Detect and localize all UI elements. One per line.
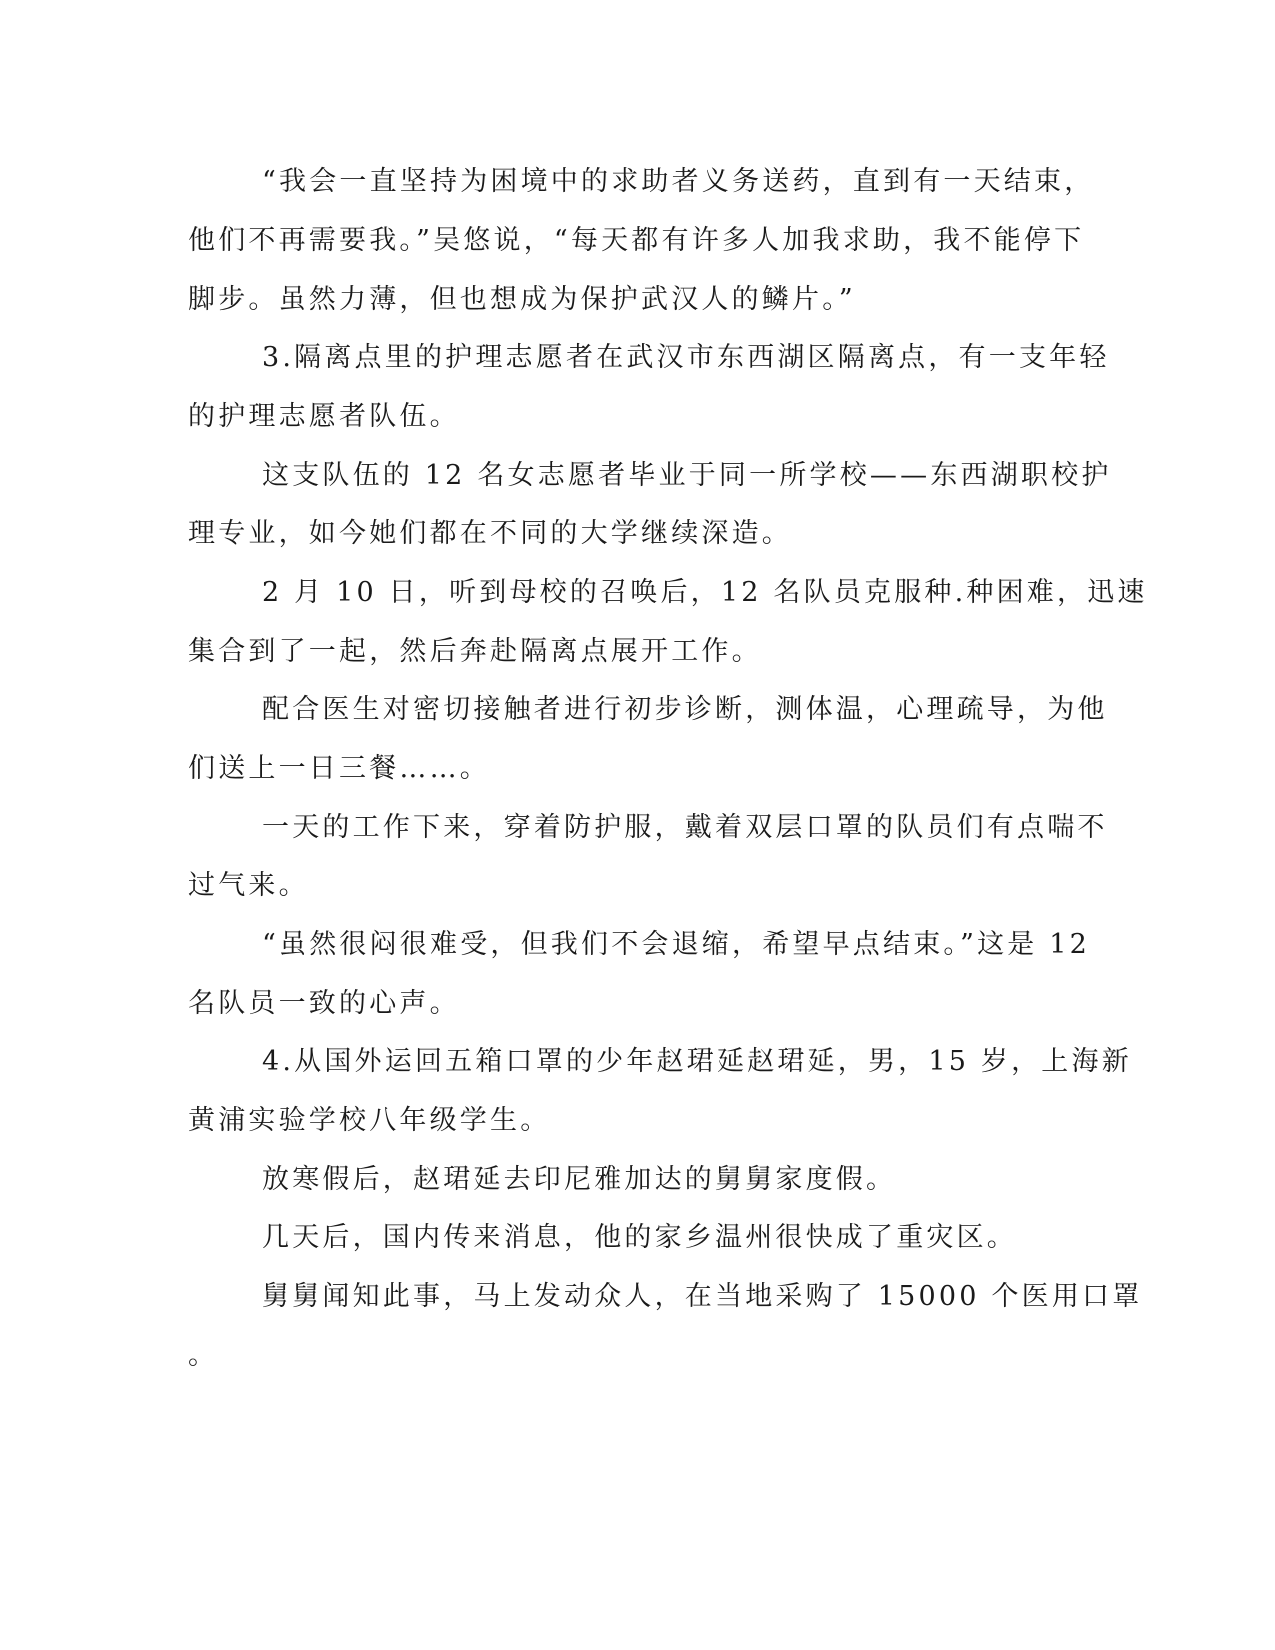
text-line: 4.从国外运回五箱口罩的少年赵珺延赵珺延，男，15 岁，上海新 — [262, 1046, 1132, 1077]
text-line: 集合到了一起，然后奔赴隔离点展开工作。 — [188, 636, 762, 667]
text-line: 放寒假后，赵珺延去印尼雅加达的舅舅家度假。 — [262, 1164, 897, 1195]
text-line: 2 月 10 日，听到母校的召唤后，12 名队员克服种.种困难，迅速 — [262, 577, 1148, 608]
text-line: 黄浦实验学校八年级学生。 — [188, 1105, 551, 1136]
text-line: 们送上一日三餐……。 — [188, 753, 490, 784]
text-line: 脚步。虽然力薄，但也想成为保护武汉人的鳞片。” — [188, 284, 856, 315]
text-line: 几天后，国内传来消息，他的家乡温州很快成了重灾区。 — [262, 1222, 1017, 1253]
text-line: 过气来。 — [188, 870, 309, 901]
text-line: 3.隔离点里的护理志愿者在武汉市东西湖区隔离点，有一支年轻 — [262, 342, 1110, 373]
text-line: 的护理志愿者队伍。 — [188, 401, 460, 432]
text-line: 这支队伍的 12 名女志愿者毕业于同一所学校——东西湖职校护 — [262, 460, 1112, 491]
text-line: 理专业，如今她们都在不同的大学继续深造。 — [188, 518, 792, 549]
text-line: 。 — [188, 1340, 219, 1371]
text-line: 一天的工作下来，穿着防护服，戴着双层口罩的队员们有点喘不 — [262, 812, 1108, 843]
text-line: “虽然很闷很难受，但我们不会退缩，希望早点结束。”这是 12 — [262, 929, 1091, 960]
text-line: 配合医生对密切接触者进行初步诊断，测体温，心理疏导，为他 — [262, 694, 1108, 725]
text-line: 舅舅闻知此事，马上发动众人，在当地采购了 15000 个医用口罩 — [262, 1281, 1143, 1312]
text-line: 名队员一致的心声。 — [188, 988, 460, 1019]
text-line: 他们不再需要我。”吴悠说，“每天都有许多人加我求助，我不能停下 — [188, 225, 1085, 256]
text-line: “我会一直坚持为困境中的求助者义务送药，直到有一天结束， — [262, 166, 1095, 197]
